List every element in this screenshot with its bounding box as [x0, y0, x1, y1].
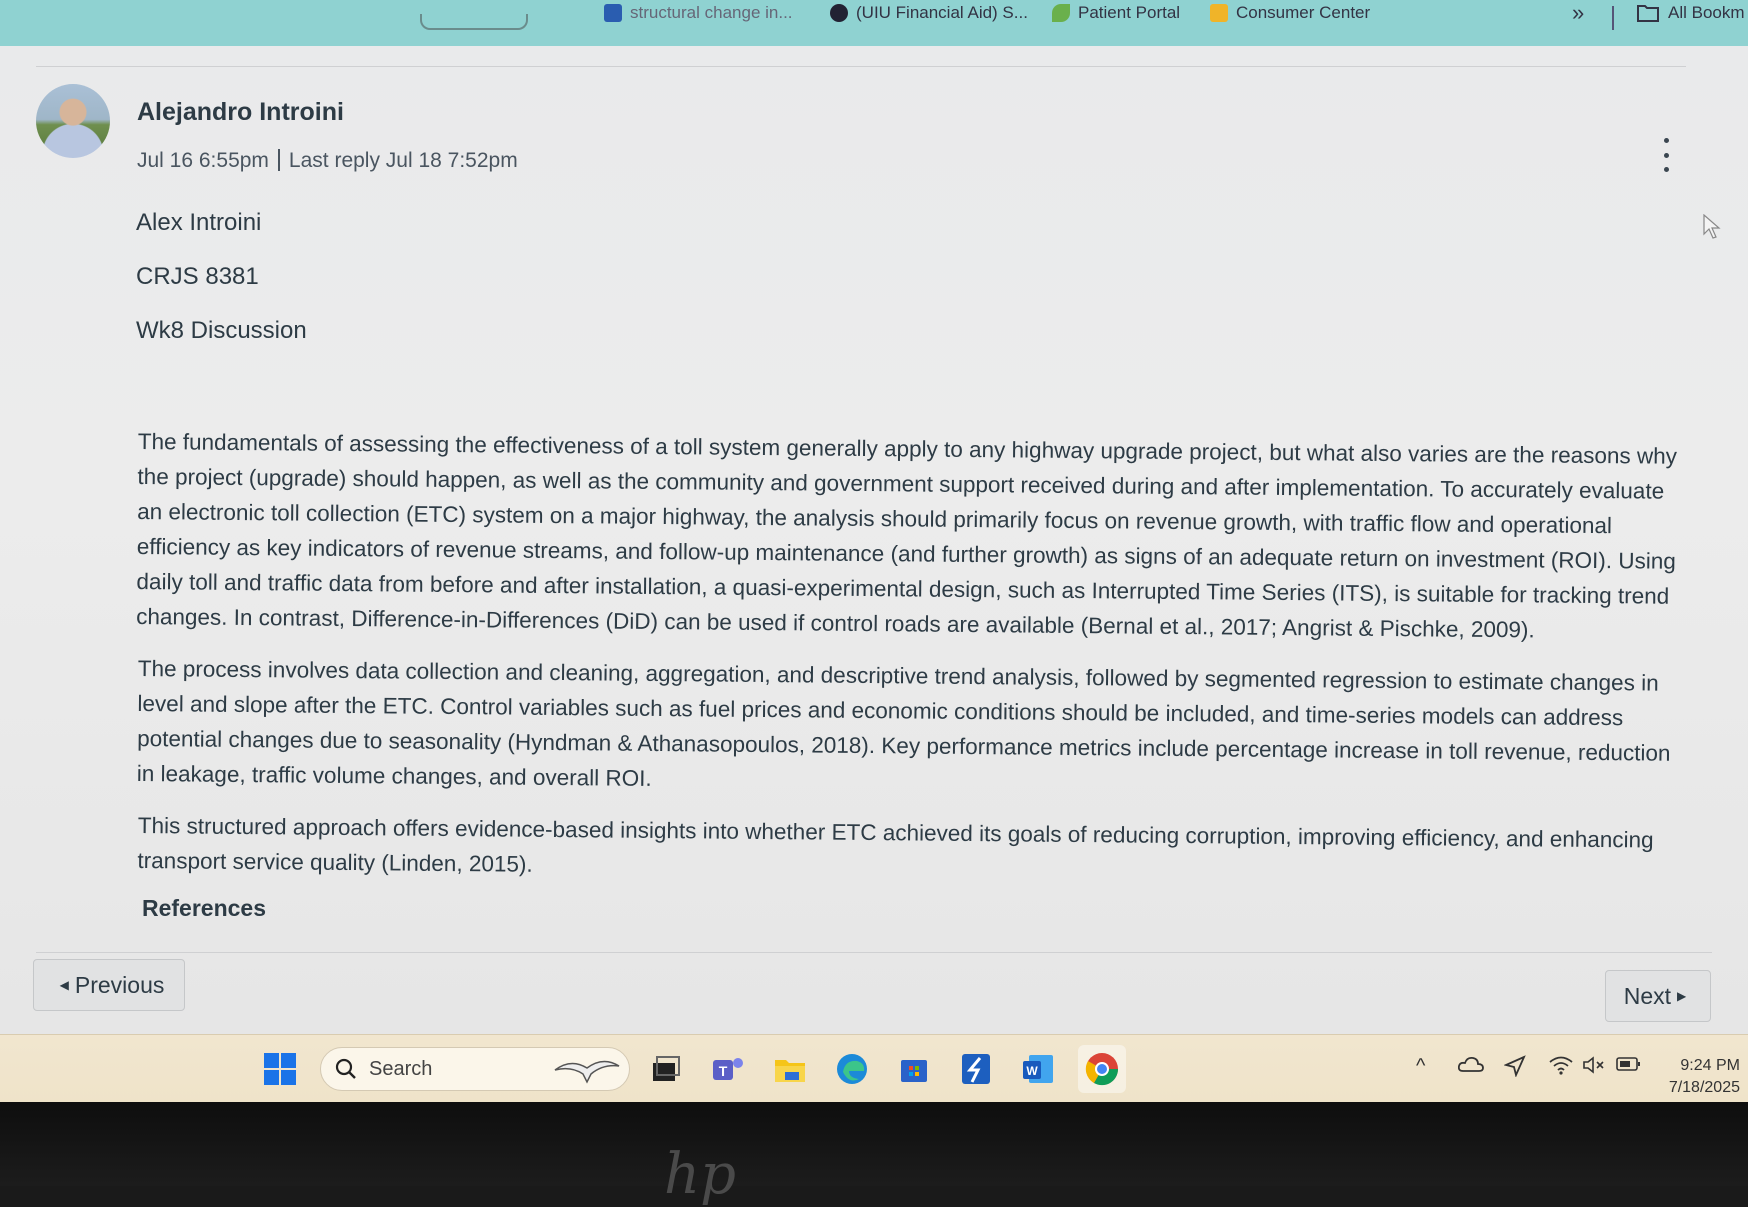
post-header-course: CRJS 8381: [136, 263, 259, 290]
hp-logo-icon: hp: [664, 1142, 736, 1207]
windows-logo-icon: [263, 1052, 297, 1086]
onedrive-cloud-icon[interactable]: [1458, 1055, 1484, 1073]
bookmarks-divider: [1612, 6, 1614, 30]
folder-icon: [1636, 3, 1660, 23]
teams-icon[interactable]: [708, 1049, 748, 1089]
post-header-name: Alex Introini: [136, 209, 262, 236]
app-s-icon[interactable]: [956, 1049, 996, 1089]
caret-left-icon: ◀: [59, 978, 69, 992]
svg-text:W: W: [1026, 1064, 1038, 1078]
post-options-menu-icon[interactable]: [1660, 138, 1672, 172]
author-name[interactable]: Alejandro Introini: [137, 98, 344, 126]
last-reply: Last reply Jul 18 7:52pm: [288, 149, 518, 172]
file-explorer-icon[interactable]: [770, 1049, 810, 1089]
bookmark-structural-change[interactable]: structural change in...: [604, 0, 793, 26]
post-header-title: Wk8 Discussion: [136, 317, 307, 344]
references-heading: References: [142, 895, 267, 921]
taskbar-search-input[interactable]: Search: [320, 1047, 630, 1091]
next-button[interactable]: Next ▶: [1605, 970, 1711, 1022]
bank-icon: [1210, 4, 1228, 22]
divider: [36, 66, 1686, 67]
search-icon: [335, 1058, 357, 1080]
taskbar: [0, 1034, 1748, 1103]
globe-icon: [830, 4, 848, 22]
location-icon[interactable]: [1504, 1055, 1526, 1077]
bookmarks-overflow-button[interactable]: »: [1572, 0, 1585, 25]
post-meta: [137, 149, 518, 173]
battery-icon[interactable]: [1616, 1055, 1642, 1073]
divider: [36, 952, 1712, 953]
bookmarks-bar: [0, 0, 1748, 46]
task-view-icon[interactable]: [646, 1049, 686, 1089]
word-icon[interactable]: [1018, 1049, 1058, 1089]
start-button[interactable]: [260, 1049, 300, 1089]
previous-button[interactable]: ◀ Previous: [33, 959, 185, 1011]
bookmark-financial-aid[interactable]: (UIU Financial Aid) S...: [830, 0, 1028, 26]
post-date: Jul 16 6:55pm: [137, 149, 269, 172]
leaf-icon: [1052, 4, 1070, 22]
chrome-icon[interactable]: [1078, 1045, 1126, 1093]
clock-time: 9:24 PM: [1680, 1057, 1740, 1074]
meta-separator: [278, 149, 280, 171]
search-highlight-eagle-icon: [551, 1052, 623, 1086]
mouse-cursor-icon: [1703, 214, 1721, 240]
taskbar-clock[interactable]: [1656, 1055, 1740, 1099]
caret-right-icon: ▶: [1677, 989, 1687, 1003]
tab-edge: [420, 14, 528, 30]
edge-browser-icon[interactable]: [832, 1049, 872, 1089]
chevron-up-icon[interactable]: ^: [1416, 1055, 1426, 1077]
post-paragraph: The fundamentals of assessing the effectiveness of a toll system generally apply to any highway upgrade project, but what also varies are the reasons why the project (upgrade) should happen, as well as the community and government support received during and after implementation. To accurately evaluate an electronic toll collection (ETC) system on a major highway, the analysis should primarily focus on revenue growth, with traffic flow and operational efficiency as key indicators of revenue streams, and follow-up maintenance (and further growth) as signs of an adequate return on investment (ROI). Using daily toll and traffic data from before and after installation, a quasi-experimental design, such as Interrupted Time Series (ITS), is suitable for tracking trend changes. In contrast, Difference-in-Differences (DiD) can be used if control roads are available (Bernal et al., 2017; Angrist & Pischke, 2009).: [136, 428, 1678, 643]
svg-text:T: T: [718, 1063, 728, 1079]
bookmark-consumer-center[interactable]: Consumer Center: [1210, 0, 1370, 26]
discussion-page: [0, 46, 1748, 1034]
clock-date: 7/18/2025: [1668, 1079, 1740, 1096]
speaker-muted-icon[interactable]: [1582, 1055, 1608, 1075]
post-paragraph: The process involves data collection and cleaning, aggregation, and descriptive trend analysis, followed by segmented regression to estimate changes in level and slope after the ETC. Control variables such as fuel prices and economic conditions should be included, and time-series models can address potential changes due to seasonality (Hyndman & Athanasopoulos, 2018). Key performance metrics include percentage increase in toll revenue, reduction in leakage, traffic volume changes, and overall ROI.: [136, 655, 1671, 791]
bookmark-patient-portal[interactable]: Patient Portal: [1052, 0, 1180, 26]
wifi-icon[interactable]: [1548, 1055, 1574, 1075]
all-bookmarks-button[interactable]: All Bookm: [1636, 0, 1745, 26]
microsoft-store-icon[interactable]: [894, 1049, 934, 1089]
post-paragraph: This structured approach offers evidence-based insights into whether ETC achieved its goals of reducing corruption, improving efficiency, and enhancing transport service quality (Linden, 2015).: [137, 812, 1654, 877]
bookmark-doc-icon: [604, 4, 622, 22]
avatar[interactable]: [36, 84, 110, 158]
laptop-bezel: [0, 1102, 1748, 1186]
